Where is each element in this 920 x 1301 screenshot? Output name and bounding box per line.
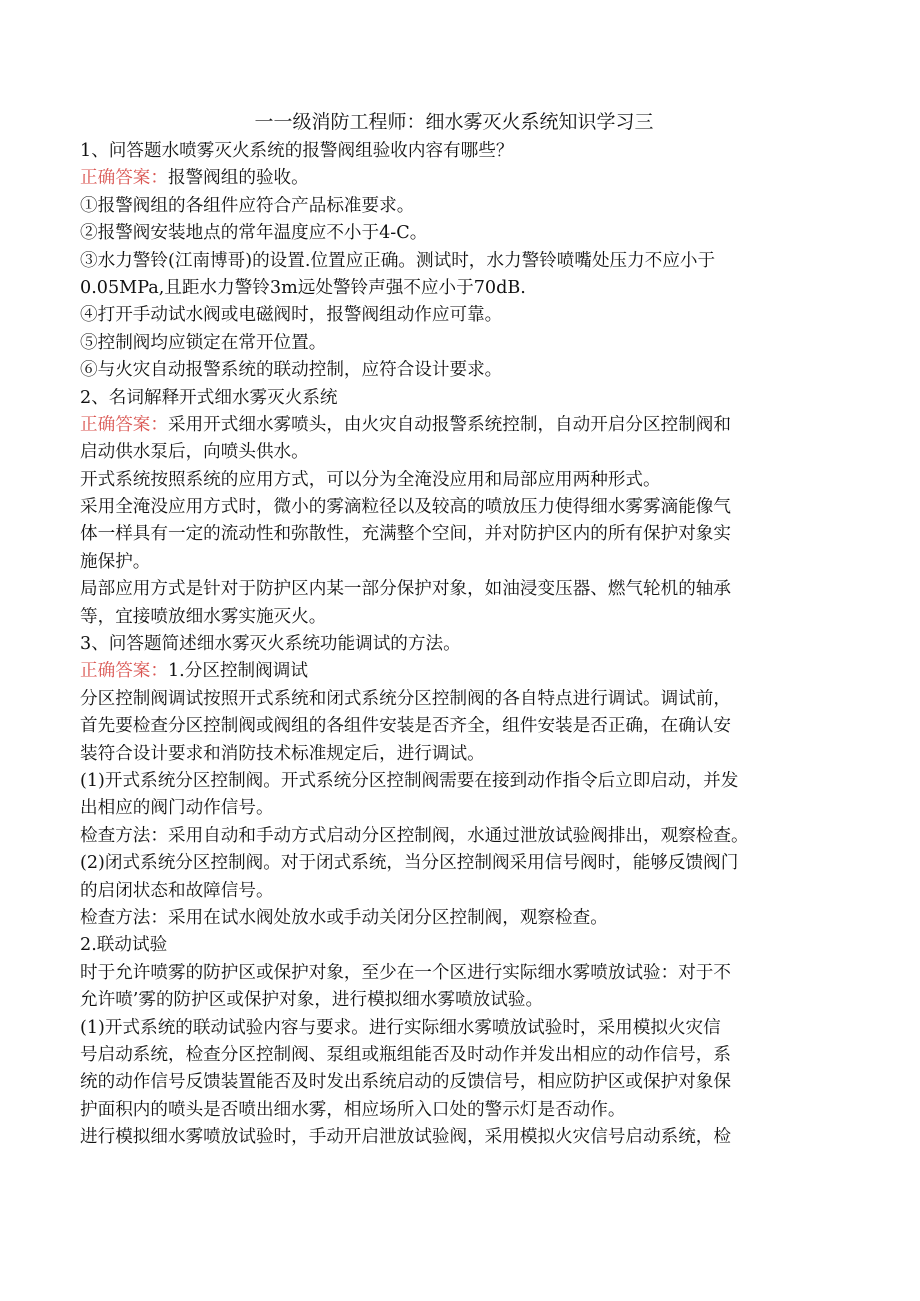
text-line — [80, 521, 828, 548]
line-text: (1)开式系统分区控制阀。开式系统分区控制阀需要在接到动作指令后立即启动，并发 — [80, 770, 739, 791]
text-line — [80, 357, 828, 384]
answer-label: 正确答案： — [80, 661, 168, 682]
text-line — [80, 138, 828, 165]
text-line — [80, 823, 828, 850]
text-line — [80, 878, 828, 905]
line-text: 统的动作信号反馈装置能否及时发出系统启动的反馈信号，相应防护区或保护对象保 — [80, 1072, 731, 1093]
text-line — [80, 193, 828, 220]
line-text: (1)开式系统的联动试验内容与要求。进行实际细水雾喷放试验时，采用模拟火灾信 — [80, 1017, 721, 1038]
line-text: ⑤控制阀均应锁定在常开位置。 — [80, 332, 327, 353]
text-line — [80, 905, 828, 932]
text-line — [80, 1069, 828, 1096]
line-text: 号启动系统，检查分区控制阀、泵组或瓶组能否及时动作并发出相应的动作信号，系 — [80, 1044, 731, 1065]
text-line — [80, 248, 828, 275]
line-text: 的启闭状态和故障信号。 — [80, 880, 274, 901]
line-text: 等，宜接喷放细水雾实施灭火。 — [80, 606, 327, 627]
text-line — [80, 549, 828, 576]
text-line — [80, 932, 828, 959]
text-line — [80, 795, 828, 822]
text-line — [80, 330, 828, 357]
line-text: ④打开手动试水阀或电磁阀时，报警阀组动作应可靠。 — [80, 305, 503, 326]
line-text: 体一样具有一定的流动性和弥散性，充满整个空间，并对防护区内的所有保护对象实 — [80, 524, 731, 545]
text-line — [80, 604, 828, 631]
line-text: 启动供水泵后，向喷头供水。 — [80, 442, 309, 463]
line-text: 1.分区控制阀调试 — [167, 661, 308, 682]
line-text: 首先要检查分区控制阀或阀组的各组件安装是否齐全，组件安装是否正确，在确认安 — [80, 716, 731, 737]
text-line — [80, 576, 828, 603]
line-text: 采用开式细水雾喷头，由火灾自动报警系统控制，自动开启分区控制阀和 — [167, 414, 731, 435]
text-line — [80, 494, 828, 521]
line-text: 允许喷’雾的防护区或保护对象，进行模拟细水雾喷放试验。 — [80, 990, 544, 1011]
line-text: ②报警阀安装地点的常年温度应不小于4-C。 — [80, 223, 428, 244]
line-text: (2)闭式系统分区控制阀。对于闭式系统，当分区控制阀采用信号阀时，能够反馈阀门 — [80, 853, 739, 874]
line-text: 进行模拟细水雾喷放试验时，手动开启泄放试验阀，采用模拟火灾信号启动系统，检 — [80, 1127, 731, 1148]
text-line — [80, 275, 828, 302]
text-line — [80, 1015, 828, 1042]
line-text: 检查方法：采用在试水阀处放水或手动关闭分区控制阀，观察检查。 — [80, 907, 608, 928]
line-text: 局部应用方式是针对于防护区内某一部分保护对象，如油浸变压器、燃气轮机的轴承 — [80, 579, 731, 600]
text-line — [80, 1097, 828, 1124]
text-line — [80, 768, 828, 795]
line-text: 护面积内的喷头是否喷出细水雾，相应场所入口处的警示灯是否动作。 — [80, 1099, 626, 1120]
text-line — [80, 686, 828, 713]
line-text: 采用全淹没应用方式时，微小的雾滴粒径以及较高的喷放压力使得细水雾雾滴能像气 — [80, 497, 731, 518]
text-line — [80, 302, 828, 329]
line-text: 2、名词解释开式细水雾灭火系统 — [80, 387, 338, 408]
text-line — [80, 631, 828, 658]
line-text: 报警阀组的验收。 — [167, 168, 309, 189]
text-line — [80, 741, 828, 768]
line-text: ⑥与火灾自动报警系统的联动控制，应符合设计要求。 — [80, 360, 503, 381]
line-text: 施保护。 — [80, 551, 151, 572]
text-line — [80, 220, 828, 247]
answer-label: 正确答案： — [80, 414, 168, 435]
text-line — [80, 850, 828, 877]
line-text: ①报警阀组的各组件应符合产品标准要求。 — [80, 195, 415, 216]
line-text: ③水力警铃(江南博哥)的设置.位置应正确。测试时，水力警铃喷嘴处压力不应小于 — [80, 250, 716, 271]
text-line — [80, 713, 828, 740]
line-text: 1、问答题水喷雾灭火系统的报警阀组验收内容有哪些？ — [80, 141, 514, 161]
line-text: 0.05MPa,且距水力警铃3m远处警铃声强不应小于70dB. — [80, 277, 526, 298]
text-line — [80, 1042, 828, 1069]
document-title: 一一级消防工程师：细水雾灭火系统知识学习三 — [254, 111, 654, 133]
line-text: 时于允许喷雾的防护区或保护对象，至少在一个区进行实际细水雾喷放试验：对于不 — [80, 962, 731, 983]
line-text: 分区控制阀调试按照开式系统和闭式系统分区控制阀的各自特点进行调试。调试前， — [80, 688, 731, 709]
line-text: 装符合设计要求和消防技术标准规定后，进行调试。 — [80, 743, 485, 764]
line-text: 2.联动试验 — [80, 935, 168, 956]
document-body — [80, 138, 828, 1151]
text-line — [80, 165, 828, 192]
text-line — [80, 467, 828, 494]
text-line — [80, 1124, 828, 1151]
line-text: 3、问答题简述细水雾灭火系统功能调试的方法。 — [80, 634, 461, 655]
text-line — [80, 987, 828, 1014]
line-text: 检查方法：采用自动和手动方式启动分区控制阀，水通过泄放试验阀排出，观察检查。 — [80, 825, 749, 846]
answer-label: 正确答案： — [80, 168, 168, 189]
text-line — [80, 412, 828, 439]
line-text: 开式系统按照系统的应用方式，可以分为全淹没应用和局部应用两种形式。 — [80, 469, 661, 490]
line-text: 出相应的阀门动作信号。 — [80, 798, 274, 819]
text-line — [80, 658, 828, 685]
text-line — [80, 439, 828, 466]
text-line — [80, 385, 828, 412]
text-line — [80, 960, 828, 987]
